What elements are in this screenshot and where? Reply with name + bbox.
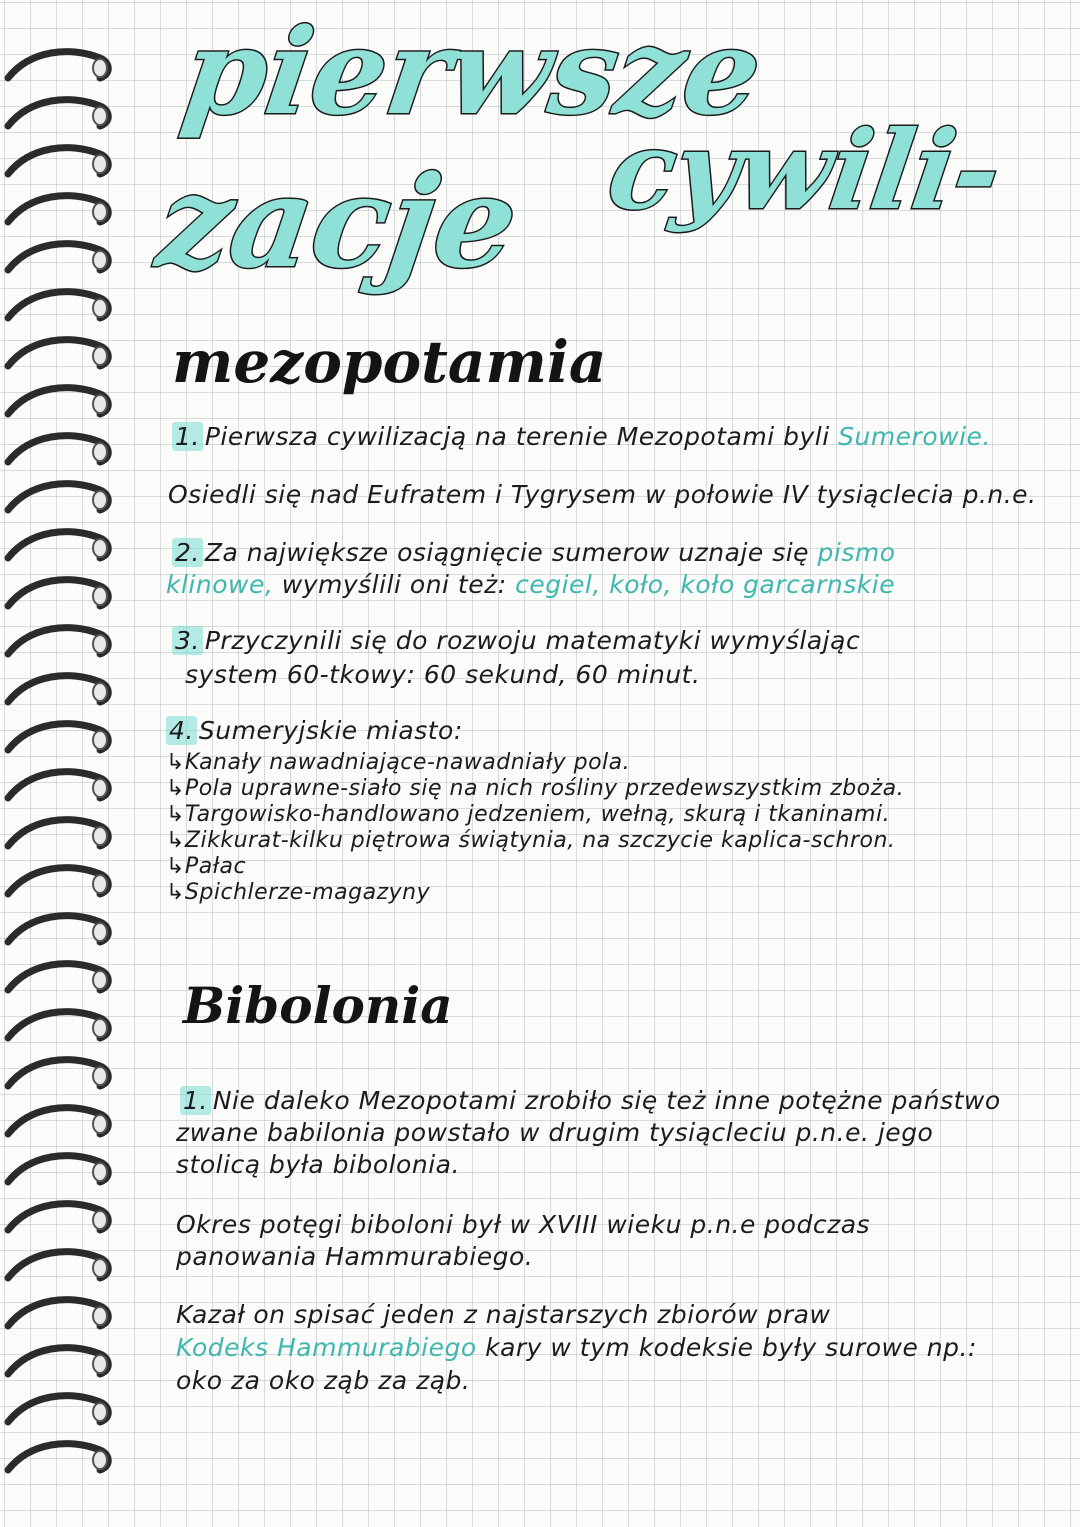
punch-hole [93, 923, 107, 941]
s2-paragraph-2-line-1: Okres potęgi biboloni był w XVIII wieku p.n.e podczas [176, 1210, 871, 1239]
punch-hole [93, 683, 107, 701]
punch-hole [93, 1259, 107, 1277]
paragraph-number: 1. [172, 422, 203, 451]
punch-hole [93, 1019, 107, 1037]
paragraph-number: 1. [180, 1086, 211, 1115]
punch-hole [93, 491, 107, 509]
s2-paragraph-1-line-1: 1. Nie daleko Mezopotami zrobiło się też inne potężne państwo [180, 1086, 1001, 1115]
punch-hole [93, 1115, 107, 1133]
punch-hole [93, 635, 107, 653]
highlight-sumerowie: Sumerowie. [838, 422, 991, 451]
s2-paragraph-1-line-3: stolicą była bibolonia. [176, 1150, 460, 1179]
punch-hole [93, 539, 107, 557]
punch-hole [93, 347, 107, 365]
city-feature-item: ↳Pałac [166, 854, 247, 879]
punch-hole [93, 875, 107, 893]
punch-hole [93, 731, 107, 749]
punch-hole [93, 587, 107, 605]
punch-hole [93, 1307, 107, 1325]
paragraph-2-line-2: klinowe, wymyślili oni też: cegiel, koło, koło garcarnskie [166, 570, 896, 599]
punch-hole [93, 1067, 107, 1085]
highlight-kodeks: Kodeks Hammurabiego [176, 1333, 477, 1362]
punch-hole [93, 779, 107, 797]
punch-hole [93, 155, 107, 173]
paragraph-number: 2. [172, 538, 203, 567]
s2-paragraph-2-line-2: panowania Hammurabiego. [176, 1242, 534, 1271]
paragraph-4-heading: 4. Sumeryjskie miasto: [166, 716, 463, 745]
punch-hole [93, 1163, 107, 1181]
spiral-binding-icon [0, 0, 120, 1527]
section-heading-mezopotamia: mezopotamia [172, 328, 607, 396]
s2-paragraph-3-line-3: oko za oko ząb za ząb. [176, 1366, 471, 1395]
city-feature-item: ↳Targowisko-handlowano jedzeniem, wełną, skurą i tkaninami. [166, 802, 891, 827]
punch-hole [93, 1451, 107, 1469]
paragraph-number: 3. [172, 626, 203, 655]
paragraph-3-line-1: 3. Przyczynili się do rozwoju matematyki wymyślając [172, 626, 860, 655]
paragraph-number: 4. [166, 716, 197, 745]
punch-hole [93, 971, 107, 989]
s2-paragraph-3-line-1: Kazał on spisać jeden z najstarszych zbiorów praw [176, 1300, 831, 1329]
title-word-2: cywili- [601, 108, 1009, 234]
paragraph-2-line-1: 2. Za największe osiągnięcie sumerow uznaje się pismo [172, 538, 896, 567]
s2-paragraph-3-line-2: Kodeks Hammurabiego kary w tym kodeksie były surowe np.: [176, 1333, 977, 1362]
punch-hole [93, 827, 107, 845]
punch-hole [93, 1355, 107, 1373]
paragraph-1-line-1: 1. Pierwsza cywilizacją na terenie Mezopotami byli Sumerowie. [172, 422, 991, 451]
s2-paragraph-1-line-2: zwane babilonia powstało w drugim tysiącleciu p.n.e. jego [176, 1118, 934, 1147]
paragraph-1-line-2: Osiedli się nad Eufratem i Tygrysem w połowie IV tysiąclecia p.n.e. [168, 480, 1037, 509]
punch-hole [93, 1403, 107, 1421]
city-feature-item: ↳Pola uprawne-siało się na nich rośliny przedewszystkim zboża. [166, 776, 905, 801]
city-feature-item: ↳Spichlerze-magazyny [166, 880, 431, 905]
paragraph-3-line-2: system 60-tkowy: 60 sekund, 60 minut. [185, 660, 701, 689]
punch-hole [93, 443, 107, 461]
title-word-3: zacje [149, 148, 527, 296]
punch-hole [93, 299, 107, 317]
city-feature-item: ↳Kanały nawadniające-nawadniały pola. [166, 750, 631, 775]
punch-hole [93, 251, 107, 269]
punch-hole [93, 59, 107, 77]
punch-hole [93, 203, 107, 221]
title-word-1: pierwsze [175, 2, 770, 141]
punch-hole [93, 107, 107, 125]
city-feature-item: ↳Zikkurat-kilku piętrowa świątynia, na szczycie kaplica-schron. [166, 828, 896, 853]
punch-hole [93, 395, 107, 413]
section-heading-bibolonia: Bibolonia [183, 976, 453, 1035]
punch-hole [93, 1211, 107, 1229]
